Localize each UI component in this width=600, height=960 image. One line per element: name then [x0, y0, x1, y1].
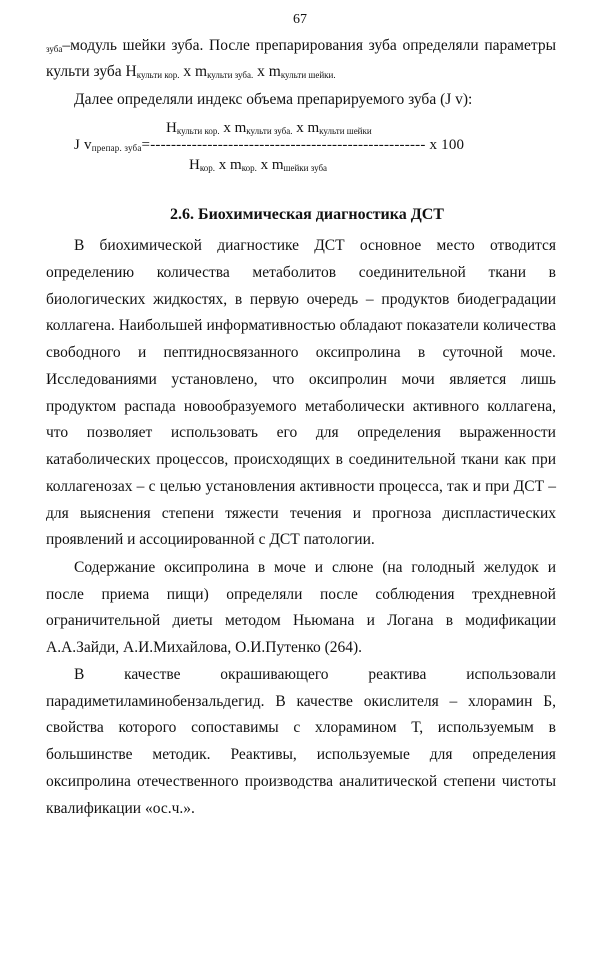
formula-part: х m	[215, 157, 242, 173]
para1-line-8	[46, 424, 556, 442]
intro-sub-prefix: зуба	[46, 44, 63, 54]
formula-sub: шейки зуба	[283, 163, 328, 173]
word: оксипролин	[308, 371, 387, 388]
word: и	[137, 344, 147, 361]
word: в	[548, 719, 556, 736]
formula-left-sub: препар. зуба	[91, 143, 142, 153]
word: свойства	[46, 719, 104, 736]
word: соблюдения	[375, 586, 455, 603]
formula-sub: культи кор.	[176, 126, 220, 136]
word: с	[293, 719, 301, 736]
para1-line-5	[46, 344, 556, 362]
formula-part: х m	[292, 120, 320, 136]
word: хлорамином	[315, 719, 397, 736]
word: установлено,	[171, 371, 258, 388]
word: для	[315, 424, 339, 441]
intro-line-2-sub: культи зуба.	[207, 70, 254, 80]
word: Исследованиями	[46, 371, 157, 388]
word: большинстве	[46, 746, 133, 763]
formula-part: Н	[189, 157, 200, 173]
word: диагностике	[217, 237, 300, 254]
intro-line-2	[46, 63, 336, 81]
word: используемым	[437, 719, 534, 736]
para1-line-7: продуктом распада новообразуемого метаболически активного коллагена,	[46, 398, 556, 415]
word: для	[429, 746, 453, 763]
word: ткани	[488, 264, 526, 281]
para1-line-3: биологических жидкостях, в первую очередь – продуктов биодеградации	[46, 291, 556, 308]
para3-line-1	[74, 666, 556, 684]
word: что	[46, 424, 69, 441]
word: оксипролина	[315, 344, 401, 361]
word: отводится	[490, 237, 556, 254]
formula-sub: кор.	[199, 163, 216, 173]
formula-multiplier: х 100	[425, 137, 465, 153]
para3-line-6: квалификации «ос.ч.».	[46, 800, 195, 817]
word: лишь	[520, 371, 556, 388]
word: количества	[156, 264, 230, 281]
word: трехдневной	[472, 586, 556, 603]
intro-line-1	[46, 37, 556, 55]
intro-line-2-sub: культи шейки.	[280, 70, 336, 80]
word: Т,	[411, 719, 424, 736]
word: его	[276, 424, 298, 441]
word: метаболитов	[252, 264, 337, 281]
para2-line-2	[46, 586, 556, 604]
word: окрашивающего	[220, 666, 329, 683]
para1-line-6	[46, 371, 556, 389]
intro-line-1-text: –модуль шейки зуба. После препарирования зуба определяли параметры	[62, 37, 556, 54]
intro-line-2-part: х m	[179, 63, 208, 80]
word: ДСТ	[314, 237, 345, 254]
section-heading: 2.6. Биохимическая диагностика ДСТ	[170, 206, 444, 223]
word: реактива	[368, 666, 427, 683]
formula-sub: культи шейки	[319, 126, 372, 136]
word: мочи	[401, 371, 435, 388]
formula-part: х m	[219, 120, 247, 136]
para1-line-12: проявлений и ассоциированной с ДСТ патологии.	[46, 531, 375, 548]
formula-sub: кор.	[241, 163, 257, 173]
word: сопоставимы	[191, 719, 279, 736]
para2-line-1: Содержание оксипролина в моче и слюне (на голодный желудок и	[74, 559, 556, 576]
word: свободного	[46, 344, 121, 361]
word: моче.	[520, 344, 556, 361]
word: позволяет	[86, 424, 153, 441]
intro-line-3: Далее определяли индекс объема препарируемого зуба (J v):	[74, 91, 473, 108]
formula-denominator	[189, 157, 327, 174]
para1-line-4: коллагена. Наибольшей информативностью обладают показатели количества	[46, 317, 556, 334]
word: приема	[101, 586, 150, 603]
formula-part: х m	[256, 157, 284, 173]
word: после	[319, 586, 358, 603]
word: пищи)	[166, 586, 209, 603]
intro-line-2-part: х m	[253, 63, 281, 80]
para3-line-5: оксипролина отечественного производства аналитической степени чистоты	[46, 773, 556, 790]
word: В	[74, 237, 85, 254]
intro-line-2-part: культи зуба Н	[46, 63, 137, 80]
word: пептидносвязанного	[163, 344, 299, 361]
para2-line-4: А.А.Зайди, А.И.Михайлова, О.И.Путенко (264).	[46, 639, 363, 656]
word: методик.	[152, 746, 211, 763]
para1-line-10: коллагенозах – с целью установления активности процесса, так и при ДСТ –	[46, 478, 556, 495]
word: в	[417, 344, 426, 361]
formula-sub: культи зуба.	[246, 126, 293, 136]
word: качестве	[124, 666, 181, 683]
para2-line-3: ограничительной диеты методом Ньюмана и Логана в модификации	[46, 612, 556, 629]
word: суточной	[442, 344, 503, 361]
word: является	[449, 371, 507, 388]
word: в	[548, 264, 556, 281]
word: которого	[118, 719, 177, 736]
formula-fraction-line	[74, 137, 464, 154]
word: Реактивы,	[230, 746, 297, 763]
para1-line-2	[46, 264, 556, 282]
formula-left: J v	[74, 137, 92, 153]
word: выраженности	[459, 424, 556, 441]
formula-part: Н	[166, 120, 177, 136]
word: определению	[46, 264, 135, 281]
word: основное	[359, 237, 422, 254]
para1-line-11: для выяснения степени тяжести течения и прогноза диспластических	[46, 505, 556, 522]
para3-line-2: парадиметиламинобензальдегид. В качестве окислителя – хлорамин Б,	[46, 693, 556, 710]
word: определяли	[226, 586, 303, 603]
page-number: 67	[293, 12, 307, 27]
word: определения	[472, 746, 556, 763]
word: что	[272, 371, 295, 388]
para3-line-3	[46, 719, 556, 737]
word: место	[436, 237, 475, 254]
word: биохимической	[99, 237, 202, 254]
word: соединительной	[358, 264, 466, 281]
para1-line-9: катаболических процессов, происходящих в соединительной ткани как при	[46, 451, 556, 468]
word: определения	[357, 424, 441, 441]
word: использовали	[466, 666, 556, 683]
word: после	[46, 586, 84, 603]
word: В	[74, 666, 85, 683]
para1-line-1	[74, 237, 556, 255]
para3-line-4	[46, 746, 556, 764]
word: использовать	[170, 424, 258, 441]
word: используемые	[316, 746, 410, 763]
formula-numerator	[166, 120, 372, 137]
intro-line-2-sub: культи кор.	[136, 70, 180, 80]
formula-dashes: =-----------------------------------------------------	[141, 137, 426, 153]
